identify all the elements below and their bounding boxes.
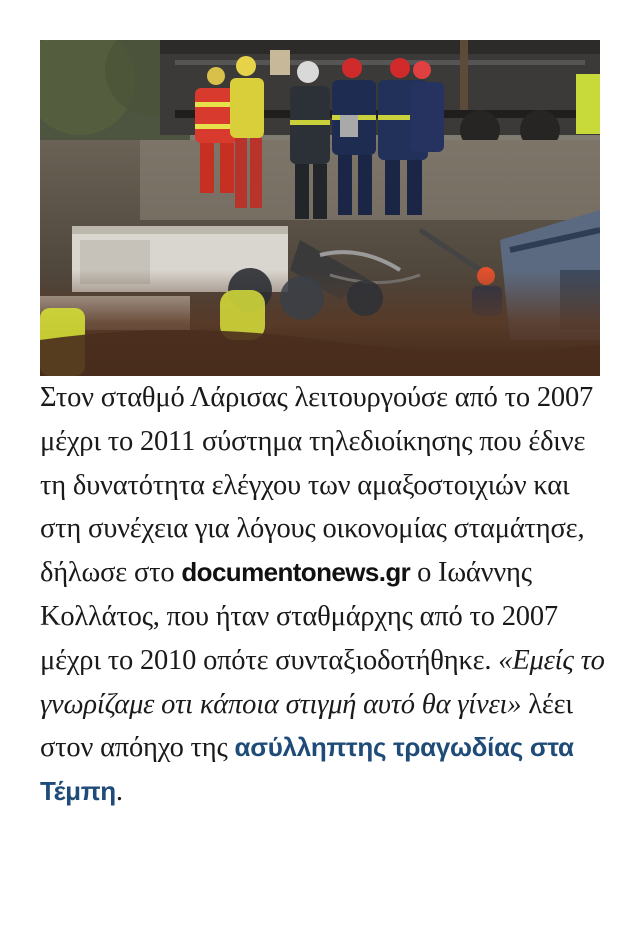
tempi-tragedy-link[interactable]: ασύλληπτης τραγωδίας στα Τέμπη — [40, 732, 574, 807]
article-body — [40, 376, 610, 814]
source-link[interactable]: documentonews.gr — [181, 557, 411, 588]
paragraph-text-after: λέει στον απόηχο της — [40, 688, 573, 764]
news-photo — [40, 40, 600, 376]
quote-text: «Εμείς το γνωρίζαμε οτι κάποια στιγμή αυτό θα γίνει» — [40, 644, 605, 720]
article-paragraph — [40, 376, 610, 814]
paragraph-text-middle: ο Ιωάννης Κολλάτος, που ήταν σταθμάρχης από το 2007 μέχρι το 2010 οπότε συνταξιοδοτήθηκε. — [40, 557, 558, 676]
photo-illustration — [40, 40, 600, 376]
paragraph-text-intro: Στον σταθμό Λάρισας λειτουργούσε από το 2007 μέχρι το 2011 σύστημα τηλεδιοίκησης που έδινε τη δυνατότητα ελέγχου των αμαξοστοιχιών και στη συνέχεια για λόγους οικονομίας σταμάτησε, δήλωσε στο — [40, 382, 594, 589]
end-punctuation: . — [115, 776, 123, 808]
